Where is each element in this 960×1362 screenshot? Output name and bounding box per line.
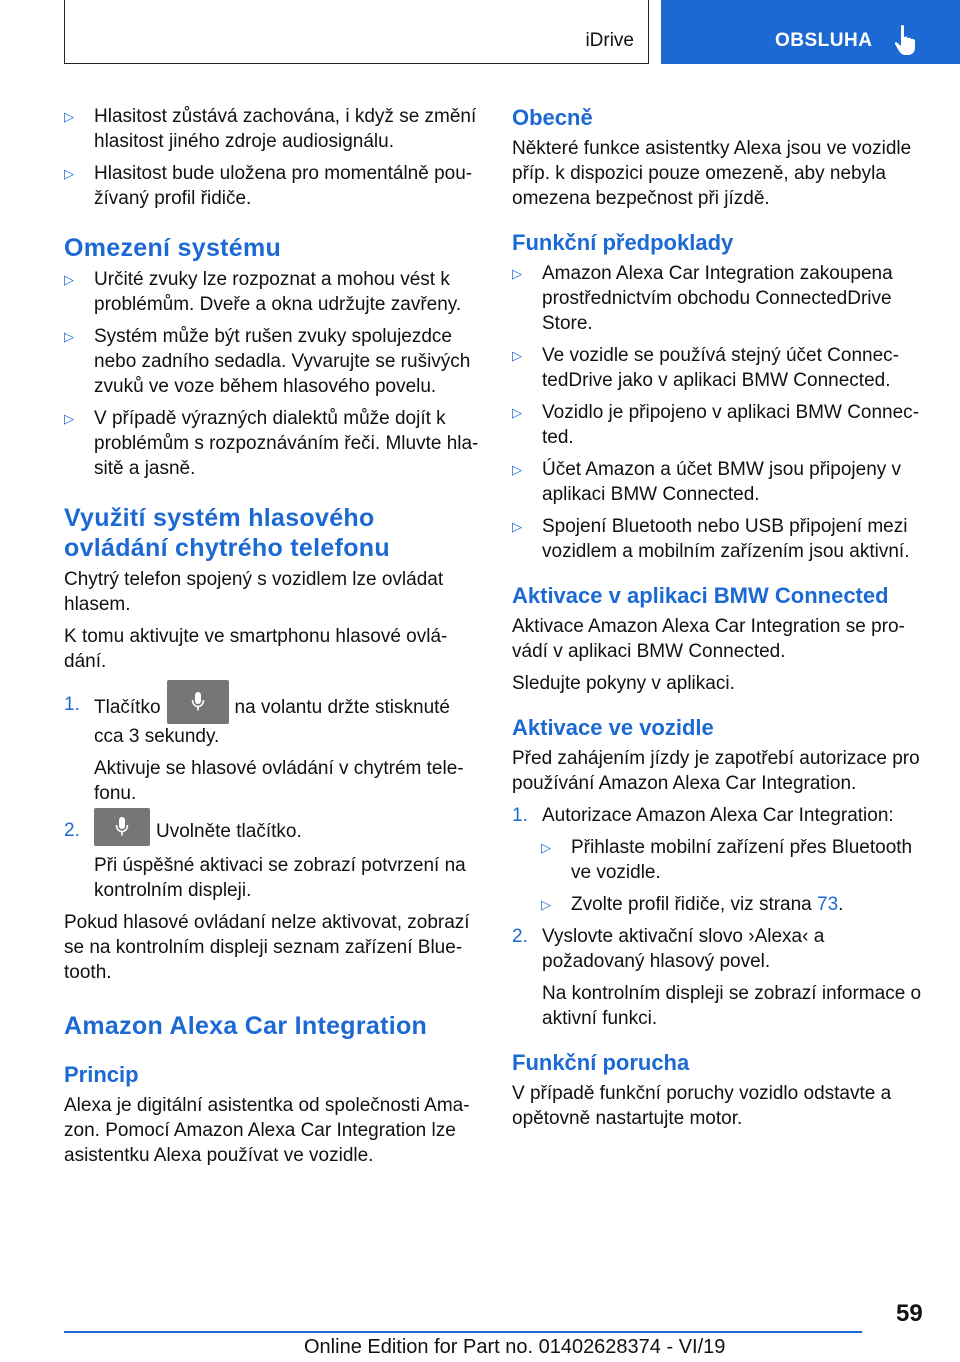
numbered-step: 1. Tlačítko na volantu držte stisknuté cca 3 sekundy. [64,692,480,749]
subsection-heading-porucha: Funkční porucha [512,1050,690,1075]
subsection-heading-predpoklady: Funkční předpoklady [512,230,734,255]
subsection-heading-aktivace-app: Aktivace v aplikaci BMW Connected [512,583,889,608]
list-item: ▷ Zvolte profil řidiče, viz strana 73. [541,894,844,915]
numbered-step: 1. Autorizace Amazon Alexa Car Integration: [512,805,894,826]
footer-divider [64,1331,862,1333]
left-column [64,104,480,1175]
triangle-bullet-icon: ▷ [541,897,551,912]
voice-button-image [94,808,150,846]
list-item: ▷ V případě výrazných dialektů může dojít k problémům s rozpoznáváním řeči. Mluvte hlasitě a jasně. [64,408,479,479]
list-item: ▷ Přihlaste mobilní zařízení přes Bluetooth ve vozidle. [541,837,913,883]
step-number: 1. [512,805,528,826]
footer-edition: Online Edition for Part no. 01402628374 - VI/19 [304,1336,726,1358]
triangle-bullet-icon: ▷ [512,348,522,363]
header-section-tab [64,0,649,64]
header-chapter-tab [661,0,960,64]
subsection-heading-aktivace-vozidle: Aktivace ve vozidle [512,715,714,740]
paragraph: Před zahájením jízdy je zapotřebí autorizace pro používání Amazon Alexa Car Integration. [512,748,920,794]
list-item: ▷ Amazon Alexa Car Integration zakoupena prostřednictvím obchodu ConnectedDrive Store. [512,263,893,334]
section-heading-amazon: Amazon Alexa Car Integration [64,1012,428,1040]
microphone-icon [191,691,205,713]
right-column [512,104,924,1138]
list-item: ▷ Systém může být rušen zvuky spolujezdce nebo zadního sedadla. Vyvarujte se rušivých zvuků ve voze během hlasového povelu. [64,326,471,397]
microphone-icon [115,816,129,838]
subsection-heading-princip: Princip [64,1062,139,1087]
paragraph: Některé funkce asistentky Alexa jsou ve vozidle příp. k dispozici pouze omezeně, aby nebyla omezena bezpečnost při jízdě. [512,138,912,209]
step-number: 1. [64,694,80,715]
voice-button-image [167,680,229,724]
paragraph: Alexa je digitální asistentka od společnosti Amazon. Pomocí Amazon Alexa Car Integration lze asistentku Alexa používat ve vozidle. [64,1095,470,1166]
triangle-bullet-icon: ▷ [512,266,522,281]
page-reference-link[interactable]: 73 [817,894,839,915]
header-section-label: iDrive [585,30,634,51]
triangle-bullet-icon: ▷ [64,329,74,344]
numbered-step: 2. Vyslovte aktivační slovo ›Alexa‹ a požadovaný hlasový povel. [512,926,825,972]
triangle-bullet-icon: ▷ [64,272,74,287]
paragraph: Chytrý telefon spojený s vozidlem lze ovládat hlasem. [64,569,444,615]
list-item: ▷ Určité zvuky lze rozpoznat a mohou vést k problémům. Dveře a okna udržujte zavřeny. [64,269,462,315]
list-item: ▷ Hlasitost bude uložena pro momentálně používaný profil řidiče. [64,163,473,209]
triangle-bullet-icon: ▷ [64,166,74,181]
section-heading-omezeni: Omezení systému [64,234,282,262]
paragraph: K tomu aktivujte ve smartphonu hlasové ovládání. [64,626,448,672]
header-chapter-label: OBSLUHA [775,30,873,51]
triangle-bullet-icon: ▷ [512,405,522,420]
step-continuation: Na kontrolním displeji se zobrazí informace o aktivní funkci. [542,983,922,1029]
step-continuation: Aktivuje se hlasové ovládání v chytrém telefonu. [94,758,464,804]
hand-pointer-icon [894,24,918,56]
step-number: 2. [64,820,80,841]
section-heading-vyuziti: Využití systém hlasového ovládání chytrého telefonu [64,504,390,562]
triangle-bullet-icon: ▷ [512,519,522,534]
triangle-bullet-icon: ▷ [64,109,74,124]
page-number: 59 [896,1300,923,1327]
triangle-bullet-icon: ▷ [541,840,551,855]
list-item: ▷ Účet Amazon a účet BMW jsou připojeny v aplikaci BMW Connected. [512,459,902,505]
list-item: ▷ Spojení Bluetooth nebo USB připojení mezi vozidlem a mobilním zařízením jsou aktivní. [512,516,910,562]
list-item: ▷ Ve vozidle se používá stejný účet ConnectedDrive jako v aplikaci BMW Connected. [512,345,899,391]
step-number: 2. [512,926,528,947]
list-item: ▷ Hlasitost zůstává zachována, i když se změní hlasitost jiného zdroje audiosignálu. [64,106,477,152]
triangle-bullet-icon: ▷ [64,411,74,426]
paragraph: Sledujte pokyny v aplikaci. [512,673,735,694]
step-continuation: Při úspěšné aktivaci se zobrazí potvrzení na kontrolním displeji. [94,855,466,901]
paragraph: Aktivace Amazon Alexa Car Integration se provádí v aplikaci BMW Connected. [512,616,905,662]
paragraph: V případě funkční poruchy vozidlo odstavte a opětovně nastartujte motor. [512,1083,892,1129]
list-item: ▷ Vozidlo je připojeno v aplikaci BMW Connected. [512,402,920,448]
numbered-step: 2. Uvolněte tlačítko. [64,818,480,846]
triangle-bullet-icon: ▷ [512,462,522,477]
paragraph: Pokud hlasové ovládaní nelze aktivovat, zobrazí se na kontrolním displeji seznam zařízení Bluetooth. [64,912,470,983]
subsection-heading-obecne: Obecně [512,105,593,130]
